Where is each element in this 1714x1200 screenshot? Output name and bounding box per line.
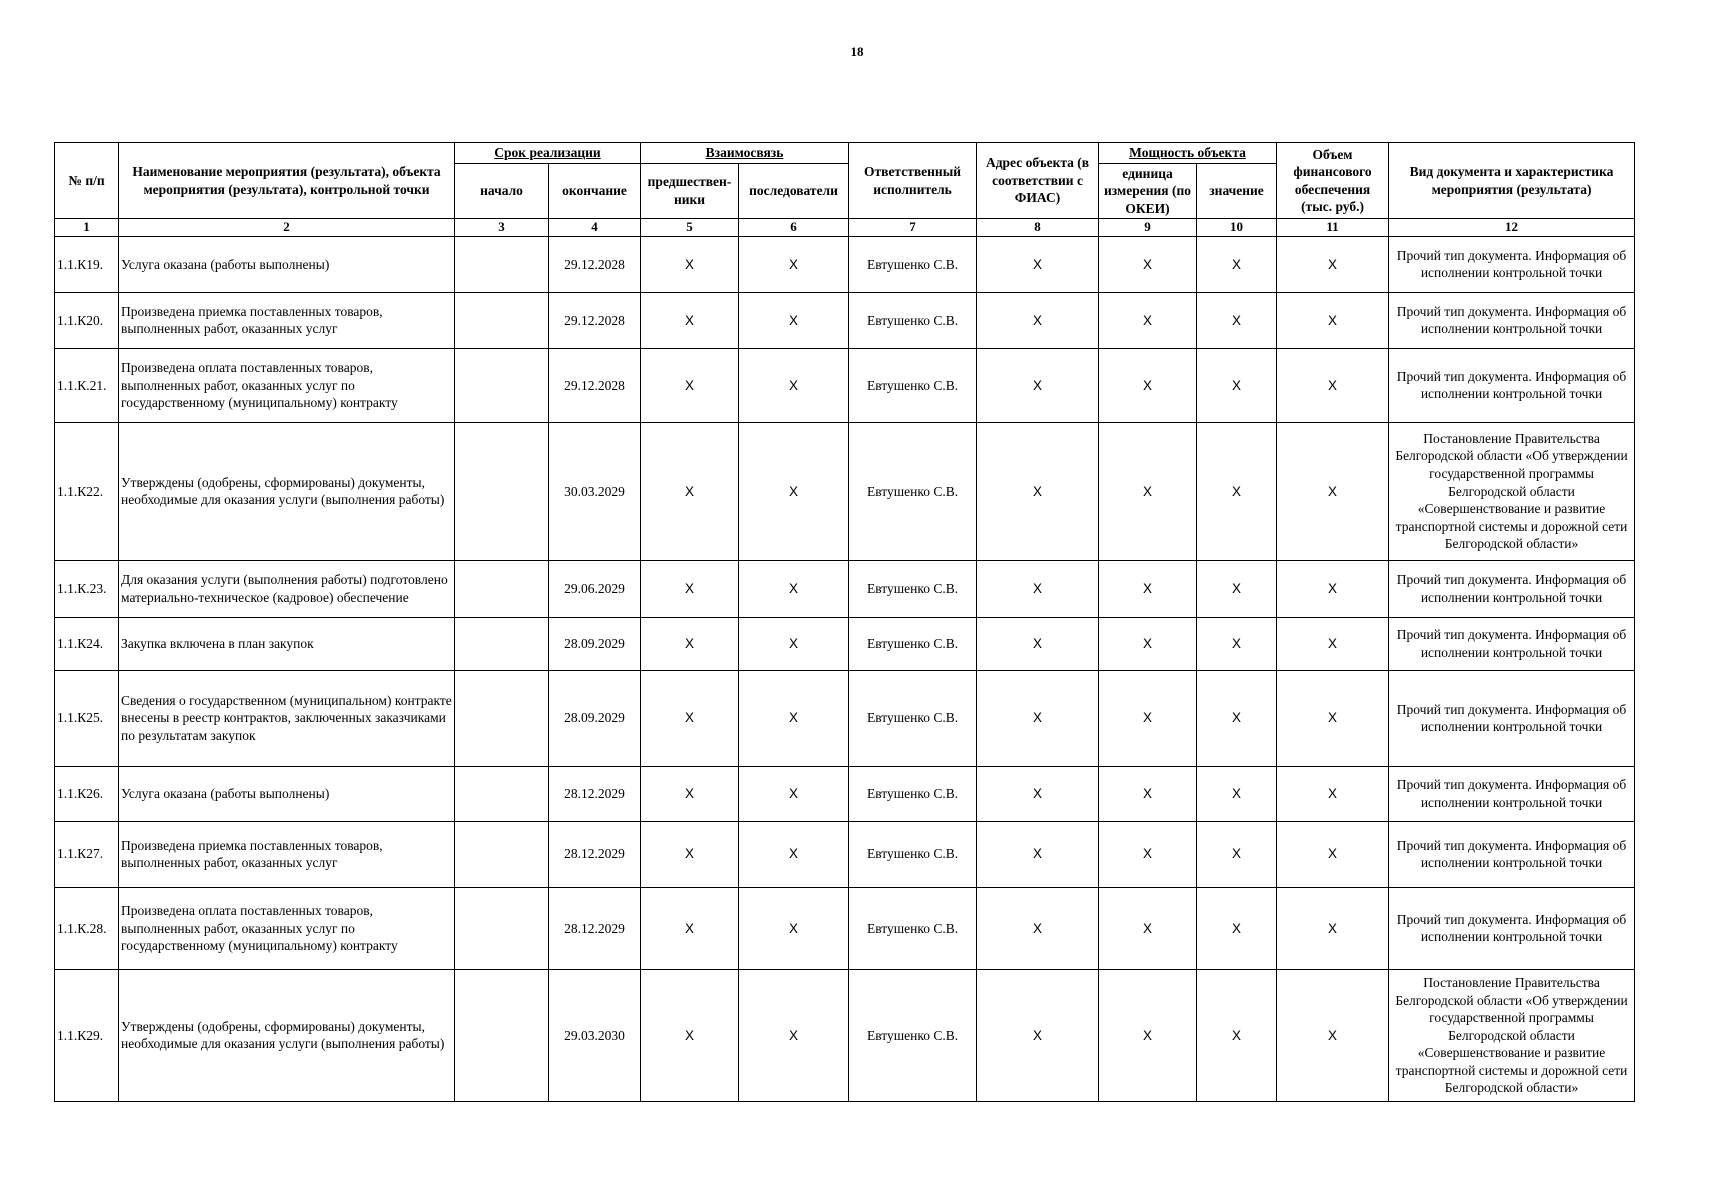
row-number: 1.1.К.28.	[55, 887, 119, 969]
table-row	[55, 969, 1635, 1101]
row-predecessors: X	[641, 670, 739, 766]
row-predecessors: X	[641, 560, 739, 617]
page-number: 18	[850, 44, 864, 59]
row-predecessors: X	[641, 969, 739, 1101]
row-number: 1.1.К22.	[55, 422, 119, 560]
row-finance: X	[1277, 292, 1389, 348]
row-executor: Евтушенко С.В.	[849, 237, 977, 293]
row-document-type: Прочий тип документа. Информация об исполнении контрольной точки	[1389, 292, 1635, 348]
row-address: X	[977, 237, 1099, 293]
column-number: 4	[549, 219, 641, 237]
row-number: 1.1.К29.	[55, 969, 119, 1101]
row-predecessors: X	[641, 887, 739, 969]
row-name: Произведена оплата поставленных товаров, выполненных работ, оказанных услуг по государственному (муниципальному) контракту	[119, 887, 455, 969]
row-successors: X	[739, 560, 849, 617]
row-finance: X	[1277, 237, 1389, 293]
header-name: Наименование мероприятия (результата), объекта мероприятия (результата), контрольной точки	[119, 143, 455, 219]
row-document-type: Прочий тип документа. Информация об исполнении контрольной точки	[1389, 821, 1635, 887]
table-row	[55, 766, 1635, 821]
row-predecessors: X	[641, 348, 739, 422]
row-address: X	[977, 617, 1099, 670]
header-address: Адрес объекта (в соответствии с ФИАС)	[977, 143, 1099, 219]
row-end-date: 29.06.2029	[549, 560, 641, 617]
row-address: X	[977, 292, 1099, 348]
table-row	[55, 617, 1635, 670]
header-num: № п/п	[55, 143, 119, 219]
header-capacity-unit: единица измерения (по ОКЕИ)	[1099, 163, 1197, 219]
row-end-date: 29.12.2028	[549, 292, 641, 348]
row-predecessors: X	[641, 766, 739, 821]
row-end-date: 28.12.2029	[549, 887, 641, 969]
row-name: Утверждены (одобрены, сформированы) документы, необходимые для оказания услуги (выполнения работы)	[119, 422, 455, 560]
row-value: X	[1197, 617, 1277, 670]
row-start-date	[455, 422, 549, 560]
row-end-date: 28.12.2029	[549, 766, 641, 821]
row-predecessors: X	[641, 821, 739, 887]
row-document-type: Постановление Правительства Белгородской области «Об утверждении государственной программы Белгородской области «Совершенствование и развитие транспортной системы и дорожной сети Белгородской области»	[1389, 969, 1635, 1101]
header-period-start: начало	[455, 163, 549, 219]
table-row	[55, 560, 1635, 617]
row-executor: Евтушенко С.В.	[849, 560, 977, 617]
row-value: X	[1197, 237, 1277, 293]
row-number: 1.1.К27.	[55, 821, 119, 887]
column-number: 2	[119, 219, 455, 237]
control-points-table	[54, 142, 1635, 1102]
row-start-date	[455, 237, 549, 293]
row-executor: Евтушенко С.В.	[849, 766, 977, 821]
row-predecessors: X	[641, 422, 739, 560]
column-number: 5	[641, 219, 739, 237]
table-row	[55, 292, 1635, 348]
row-address: X	[977, 766, 1099, 821]
row-address: X	[977, 670, 1099, 766]
row-name: Произведена оплата поставленных товаров, выполненных работ, оказанных услуг по государственному (муниципальному) контракту	[119, 348, 455, 422]
row-start-date	[455, 670, 549, 766]
row-successors: X	[739, 969, 849, 1101]
row-finance: X	[1277, 766, 1389, 821]
row-successors: X	[739, 766, 849, 821]
row-start-date	[455, 969, 549, 1101]
row-number: 1.1.К.21.	[55, 348, 119, 422]
row-document-type: Прочий тип документа. Информация об исполнении контрольной точки	[1389, 766, 1635, 821]
row-number: 1.1.К20.	[55, 292, 119, 348]
row-number: 1.1.К.23.	[55, 560, 119, 617]
header-link-pred: предшествен-ники	[641, 163, 739, 219]
row-executor: Евтушенко С.В.	[849, 821, 977, 887]
table-row	[55, 348, 1635, 422]
header-link-succ: последователи	[739, 163, 849, 219]
row-finance: X	[1277, 969, 1389, 1101]
row-executor: Евтушенко С.В.	[849, 617, 977, 670]
header-capacity-value: значение	[1197, 163, 1277, 219]
column-number: 6	[739, 219, 849, 237]
row-executor: Евтушенко С.В.	[849, 292, 977, 348]
row-finance: X	[1277, 617, 1389, 670]
row-executor: Евтушенко С.В.	[849, 348, 977, 422]
header-doc-type: Вид документа и характеристика мероприятия (результата)	[1389, 143, 1635, 219]
row-end-date: 30.03.2029	[549, 422, 641, 560]
column-numbers-row	[55, 219, 1635, 237]
row-start-date	[455, 821, 549, 887]
row-successors: X	[739, 292, 849, 348]
row-start-date	[455, 348, 549, 422]
row-unit: X	[1099, 766, 1197, 821]
row-number: 1.1.К19.	[55, 237, 119, 293]
row-unit: X	[1099, 821, 1197, 887]
row-name: Произведена приемка поставленных товаров, выполненных работ, оказанных услуг	[119, 821, 455, 887]
row-end-date: 28.09.2029	[549, 617, 641, 670]
row-address: X	[977, 821, 1099, 887]
row-unit: X	[1099, 348, 1197, 422]
column-number: 7	[849, 219, 977, 237]
row-value: X	[1197, 766, 1277, 821]
row-document-type: Прочий тип документа. Информация об исполнении контрольной точки	[1389, 887, 1635, 969]
row-successors: X	[739, 887, 849, 969]
column-number: 1	[55, 219, 119, 237]
row-unit: X	[1099, 292, 1197, 348]
header-link: Взаимосвязь	[641, 143, 849, 164]
column-number: 8	[977, 219, 1099, 237]
row-value: X	[1197, 422, 1277, 560]
column-number: 11	[1277, 219, 1389, 237]
row-finance: X	[1277, 670, 1389, 766]
row-document-type: Прочий тип документа. Информация об исполнении контрольной точки	[1389, 560, 1635, 617]
row-start-date	[455, 560, 549, 617]
row-start-date	[455, 887, 549, 969]
column-number: 9	[1099, 219, 1197, 237]
header-finance: Объем финансового обеспечения (тыс. руб.)	[1277, 143, 1389, 219]
row-start-date	[455, 766, 549, 821]
row-number: 1.1.К25.	[55, 670, 119, 766]
column-number: 10	[1197, 219, 1277, 237]
row-successors: X	[739, 821, 849, 887]
row-unit: X	[1099, 422, 1197, 560]
row-end-date: 28.12.2029	[549, 821, 641, 887]
row-end-date: 29.12.2028	[549, 348, 641, 422]
row-start-date	[455, 617, 549, 670]
row-end-date: 29.03.2030	[549, 969, 641, 1101]
row-name: Услуга оказана (работы выполнены)	[119, 766, 455, 821]
row-unit: X	[1099, 617, 1197, 670]
row-unit: X	[1099, 560, 1197, 617]
column-number: 3	[455, 219, 549, 237]
row-successors: X	[739, 422, 849, 560]
table-row	[55, 821, 1635, 887]
row-value: X	[1197, 560, 1277, 617]
row-predecessors: X	[641, 237, 739, 293]
row-number: 1.1.К26.	[55, 766, 119, 821]
column-number: 12	[1389, 219, 1635, 237]
row-end-date: 28.09.2029	[549, 670, 641, 766]
row-finance: X	[1277, 422, 1389, 560]
row-address: X	[977, 560, 1099, 617]
row-address: X	[977, 887, 1099, 969]
row-value: X	[1197, 821, 1277, 887]
row-finance: X	[1277, 887, 1389, 969]
row-successors: X	[739, 670, 849, 766]
row-successors: X	[739, 237, 849, 293]
table-row	[55, 887, 1635, 969]
row-executor: Евтушенко С.В.	[849, 887, 977, 969]
row-predecessors: X	[641, 617, 739, 670]
row-name: Закупка включена в план закупок	[119, 617, 455, 670]
row-executor: Евтушенко С.В.	[849, 670, 977, 766]
row-value: X	[1197, 969, 1277, 1101]
row-unit: X	[1099, 237, 1197, 293]
row-value: X	[1197, 348, 1277, 422]
header-period-end: окончание	[549, 163, 641, 219]
row-unit: X	[1099, 969, 1197, 1101]
row-number: 1.1.К24.	[55, 617, 119, 670]
row-successors: X	[739, 348, 849, 422]
row-start-date	[455, 292, 549, 348]
row-name: Услуга оказана (работы выполнены)	[119, 237, 455, 293]
row-address: X	[977, 348, 1099, 422]
row-document-type: Прочий тип документа. Информация об исполнении контрольной точки	[1389, 617, 1635, 670]
row-document-type: Прочий тип документа. Информация об исполнении контрольной точки	[1389, 237, 1635, 293]
table-row	[55, 237, 1635, 293]
row-finance: X	[1277, 821, 1389, 887]
table-row	[55, 422, 1635, 560]
row-address: X	[977, 969, 1099, 1101]
row-name: Утверждены (одобрены, сформированы) документы, необходимые для оказания услуги (выполнения работы)	[119, 969, 455, 1101]
row-name: Произведена приемка поставленных товаров, выполненных работ, оказанных услуг	[119, 292, 455, 348]
row-end-date: 29.12.2028	[549, 237, 641, 293]
row-name: Сведения о государственном (муниципальном) контракте внесены в реестр контрактов, заключенных заказчиками по результатам закупок	[119, 670, 455, 766]
row-finance: X	[1277, 348, 1389, 422]
row-value: X	[1197, 670, 1277, 766]
row-executor: Евтушенко С.В.	[849, 969, 977, 1101]
row-unit: X	[1099, 887, 1197, 969]
row-address: X	[977, 422, 1099, 560]
row-document-type: Постановление Правительства Белгородской области «Об утверждении государственной программы Белгородской области «Совершенствование и развитие транспортной системы и дорожной сети Белгородской области»	[1389, 422, 1635, 560]
row-executor: Евтушенко С.В.	[849, 422, 977, 560]
row-name: Для оказания услуги (выполнения работы) подготовлено материально-техническое (кадровое) обеспечение	[119, 560, 455, 617]
header-capacity: Мощность объекта	[1099, 143, 1277, 164]
table-row	[55, 670, 1635, 766]
row-value: X	[1197, 292, 1277, 348]
row-predecessors: X	[641, 292, 739, 348]
row-unit: X	[1099, 670, 1197, 766]
header-executor: Ответственный исполнитель	[849, 143, 977, 219]
header-period: Срок реализации	[455, 143, 641, 164]
row-document-type: Прочий тип документа. Информация об исполнении контрольной точки	[1389, 670, 1635, 766]
row-successors: X	[739, 617, 849, 670]
row-finance: X	[1277, 560, 1389, 617]
row-value: X	[1197, 887, 1277, 969]
row-document-type: Прочий тип документа. Информация об исполнении контрольной точки	[1389, 348, 1635, 422]
